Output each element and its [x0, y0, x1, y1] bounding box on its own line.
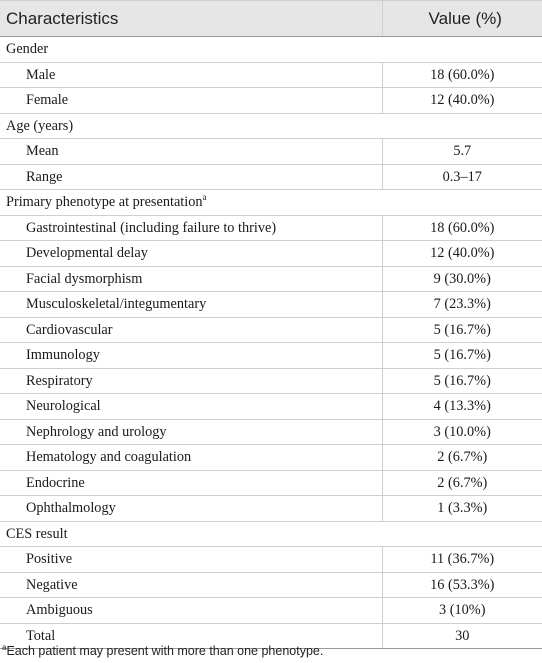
- table-row: [0, 88, 542, 114]
- row-value: 3 (10%): [382, 598, 542, 624]
- row-value: 3 (10.0%): [382, 419, 542, 445]
- row-value: 11 (36.7%): [382, 547, 542, 573]
- table-row: [0, 139, 542, 165]
- row-value: 9 (30.0%): [382, 266, 542, 292]
- row-value: 2 (6.7%): [382, 470, 542, 496]
- section-row: [0, 521, 542, 547]
- table-footnote: [2, 644, 323, 658]
- row-label: Total: [0, 623, 382, 649]
- row-value: 7 (23.3%): [382, 292, 542, 318]
- table-row: [0, 572, 542, 598]
- row-value: 18 (60.0%): [382, 215, 542, 241]
- table-row: [0, 241, 542, 267]
- row-label: Musculoskeletal/integumentary: [0, 292, 382, 318]
- section-row: [0, 113, 542, 139]
- section-footnote-marker: a: [202, 192, 207, 203]
- row-label: Negative: [0, 572, 382, 598]
- table-row: [0, 598, 542, 624]
- row-value: 2 (6.7%): [382, 445, 542, 471]
- row-value: 4 (13.3%): [382, 394, 542, 420]
- row-label: Male: [0, 62, 382, 88]
- row-label: Positive: [0, 547, 382, 573]
- header-value: Value (%): [382, 1, 542, 37]
- footnote-marker: a: [2, 642, 7, 652]
- row-label: Cardiovascular: [0, 317, 382, 343]
- table-row: [0, 368, 542, 394]
- row-label: Gastrointestinal (including failure to thrive): [0, 215, 382, 241]
- table-row: [0, 470, 542, 496]
- row-value: 5 (16.7%): [382, 368, 542, 394]
- row-label: Endocrine: [0, 470, 382, 496]
- section-title-text: Primary phenotype at presentation: [6, 194, 203, 211]
- row-label: Nephrology and urology: [0, 419, 382, 445]
- footnote-text: Each patient may present with more than one phenotype.: [6, 644, 324, 658]
- row-label: Neurological: [0, 394, 382, 420]
- section-row: [0, 37, 542, 63]
- table-row: [0, 394, 542, 420]
- table-row: [0, 317, 542, 343]
- table-row: [0, 164, 542, 190]
- section-title-text: Gender: [6, 41, 49, 58]
- row-label: Respiratory: [0, 368, 382, 394]
- table-body: [0, 37, 542, 649]
- row-value: 12 (40.0%): [382, 88, 542, 114]
- table-row: [0, 266, 542, 292]
- row-label: Ambiguous: [0, 598, 382, 624]
- header-characteristics: Characteristics: [0, 1, 382, 37]
- row-value: 1 (3.3%): [382, 496, 542, 522]
- table-row: [0, 547, 542, 573]
- section-title: [0, 37, 542, 63]
- row-value: 18 (60.0%): [382, 62, 542, 88]
- table-row: [0, 62, 542, 88]
- row-value: 12 (40.0%): [382, 241, 542, 267]
- table-row: [0, 445, 542, 471]
- row-label: Developmental delay: [0, 241, 382, 267]
- section-title: [0, 521, 542, 547]
- row-label: Female: [0, 88, 382, 114]
- row-value: 0.3–17: [382, 164, 542, 190]
- table-row: [0, 343, 542, 369]
- section-title: [0, 113, 542, 139]
- table-row: [0, 419, 542, 445]
- section-title-text: CES result: [6, 525, 68, 542]
- row-value: 5 (16.7%): [382, 343, 542, 369]
- row-label: Immunology: [0, 343, 382, 369]
- row-value: 30: [382, 623, 542, 649]
- table-row: [0, 215, 542, 241]
- section-title-text: Age (years): [6, 117, 74, 134]
- section-row: [0, 190, 542, 216]
- row-label: Facial dysmorphism: [0, 266, 382, 292]
- section-title: [0, 190, 542, 216]
- table-row: [0, 292, 542, 318]
- row-label: Hematology and coagulation: [0, 445, 382, 471]
- row-label: Ophthalmology: [0, 496, 382, 522]
- table-row: [0, 496, 542, 522]
- row-value: 16 (53.3%): [382, 572, 542, 598]
- row-value: 5.7: [382, 139, 542, 165]
- table-header-row: [0, 1, 542, 37]
- row-value: 5 (16.7%): [382, 317, 542, 343]
- row-label: Mean: [0, 139, 382, 165]
- row-label: Range: [0, 164, 382, 190]
